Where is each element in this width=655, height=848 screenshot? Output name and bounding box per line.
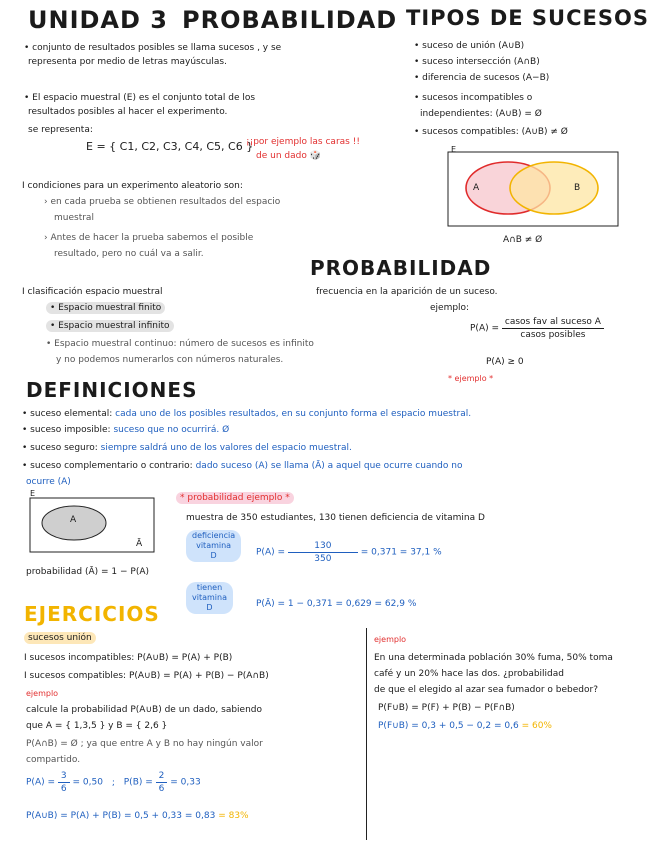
pa-pb-calculation xyxy=(26,770,201,795)
tipo-interseccion: • suceso intersección (A∩B) xyxy=(414,57,540,67)
muestra-text: muestra de 350 estudiantes, 130 tienen deficiencia de vitamina D xyxy=(186,513,485,523)
tipo-independientes: independientes: (A∪B) = Ø xyxy=(420,109,542,119)
p-a-den: 350 xyxy=(314,554,332,564)
pa-rhs: = 0,50 xyxy=(72,777,103,788)
pb-den: 6 xyxy=(158,784,165,794)
pb-fraction xyxy=(156,770,168,795)
compatibles-formula: I sucesos compatibles: P(A∪B) = P(A) + P(B) − P(A∩B) xyxy=(24,671,269,681)
pa-num: 3 xyxy=(58,770,70,783)
pb-rhs: = 0,33 xyxy=(170,777,201,788)
ejemplo-2-line-1: En una determinada población 30% fuma, 50% toma xyxy=(374,653,613,663)
ejercicios-title: EJERCICIOS xyxy=(24,602,160,626)
ejemplo-note-2: de un dado 🎲 xyxy=(256,151,321,161)
complement-E: E xyxy=(30,489,36,498)
ejemplo-1-label: ejemplo xyxy=(26,689,59,698)
p-a-rhs: = 0,371 = 37,1 % xyxy=(360,547,442,558)
pb-lhs: P(B) = xyxy=(123,777,153,788)
final-union-text: P(A∪B) = P(A) + P(B) = 0,5 + 0,33 = 0,83 xyxy=(26,811,216,821)
venn-B: B xyxy=(574,183,581,193)
bubble-tienen xyxy=(186,582,233,614)
bubble1-line-2: vitamina xyxy=(196,541,232,550)
venn-E: E xyxy=(451,145,457,154)
final-union-percent: = 83% xyxy=(218,811,249,821)
complement-formula: probabilidad (Ā) = 1 − P(A) xyxy=(26,567,150,577)
espacio-line-2: resultados posibles al hacer el experimento. xyxy=(28,107,228,117)
probabilidad-ejemplo: ejemplo: xyxy=(430,303,470,313)
venn-A: A xyxy=(473,183,480,193)
clasificacion-continuo-1: • Espacio muestral continuo: número de sucesos es infinito xyxy=(46,339,314,349)
ejemplo-2-label: ejemplo xyxy=(374,635,407,644)
definicion-elemental xyxy=(22,408,471,420)
probabilidad-ge-zero: P(A) ≥ 0 xyxy=(486,357,524,367)
bubble2-line-3: D xyxy=(206,603,213,612)
column-divider xyxy=(366,628,367,840)
pa-lhs: P(A) = xyxy=(26,777,56,788)
definicion-imposible xyxy=(22,424,229,436)
tipo-incompatibles: • sucesos incompatibles o xyxy=(414,93,533,103)
pa-den: 6 xyxy=(60,784,67,794)
se-representa: se representa: xyxy=(28,125,93,135)
complement-Abar: Ā xyxy=(136,539,143,549)
p-a-calculation xyxy=(256,540,442,565)
formula-lhs: P(A) = xyxy=(470,323,500,334)
intro-line-2: representa por medio de letras mayúsculas. xyxy=(28,57,227,67)
p-a-num: 130 xyxy=(288,540,358,553)
probabilidad-formula xyxy=(470,316,604,341)
p-abar-calculation: P(Ā) = 1 − 0,371 = 0,629 = 62,9 % xyxy=(256,599,417,609)
formula-den: casos posibles xyxy=(520,330,586,340)
bubble1-line-1: deficiencia xyxy=(192,531,236,540)
ejemplo-note-1: ¡¡por ejemplo las caras !! xyxy=(246,137,360,147)
espacio-line-1: • El espacio muestral (E) es el conjunto total de los xyxy=(24,93,256,103)
ejemplo-1-line-2: que A = { 1,3,5 } y B = { 2,6 } xyxy=(26,721,168,731)
definicion-imposible-text: suceso que no ocurrirá. Ø xyxy=(113,425,230,435)
ejemplo-2-formula-1: P(F∪B) = P(F) + P(B) − P(F∩B) xyxy=(378,703,515,713)
set-formula: E = { C1, C2, C3, C4, C5, C6 } xyxy=(86,140,254,153)
definicion-complementario xyxy=(22,460,462,472)
definicion-complementario-text-2: ocurre (A) xyxy=(26,477,71,487)
complement-A: A xyxy=(70,515,77,525)
probabilidad-frecuencia: frecuencia en la aparición de un suceso. xyxy=(316,287,498,297)
probabilidad-ejemplo-label: * probabilidad ejemplo * xyxy=(176,492,294,504)
definicion-seguro-text: siempre saldrá uno de los valores del espacio muestral. xyxy=(100,443,352,453)
p-a-fraction xyxy=(288,540,358,565)
bubble2-line-1: tienen xyxy=(196,583,223,592)
sucesos-union-label: sucesos unión xyxy=(24,632,96,644)
formula-fraction xyxy=(502,316,604,341)
tipo-diferencia: • diferencia de sucesos (A−B) xyxy=(414,73,550,83)
probabilidad-ejemplo-tag: * ejemplo * xyxy=(448,374,494,383)
page-subtitle: PROBABILIDAD xyxy=(182,6,398,34)
condicion-2b: resultado, pero no cuál va a salir. xyxy=(54,249,204,259)
incompatibles-formula: I sucesos incompatibles: P(A∪B) = P(A) + P(B) xyxy=(24,653,233,663)
condiciones-title: I condiciones para un experimento aleatorio son: xyxy=(22,181,243,191)
probabilidad-title: PROBABILIDAD xyxy=(310,256,492,280)
definicion-elemental-label: • suceso elemental: xyxy=(22,409,113,419)
ejemplo-2-line-2: café y un 20% hace las dos. ¿probabilidad xyxy=(374,669,564,679)
p-a-lhs: P(A) = xyxy=(256,547,286,558)
clasificacion-finito: • Espacio muestral finito xyxy=(46,302,165,314)
condicion-1b: muestral xyxy=(54,213,94,223)
pa-pb-separator: ; xyxy=(111,777,115,788)
definicion-complementario-label: • suceso complementario o contrario: xyxy=(22,461,193,471)
page-title: UNIDAD 3 xyxy=(28,6,168,34)
tipos-title: TIPOS DE SUCESOS xyxy=(406,6,649,30)
pa-fraction xyxy=(58,770,70,795)
ejemplo-1-line-1: calcule la probabilidad P(A∪B) de un dado, sabiendo xyxy=(26,705,263,715)
ejemplo-1-line-4: compartido. xyxy=(26,755,81,765)
intro-line-1: • conjunto de resultados posibles se llama sucesos , y se xyxy=(24,43,282,53)
clasificacion-infinito: • Espacio muestral infinito xyxy=(46,320,174,332)
final-union-calculation xyxy=(26,810,249,822)
clasificacion-title: I clasificación espacio muestral xyxy=(22,287,163,297)
definicion-elemental-text: cada uno de los posibles resultados, en su conjunto forma el espacio muestral. xyxy=(115,409,472,419)
definiciones-title: DEFINICIONES xyxy=(26,378,198,402)
ejemplo-2-formula-2 xyxy=(378,720,552,732)
condicion-2a: › Antes de hacer la prueba sabemos el posible xyxy=(44,233,254,243)
pb-num: 2 xyxy=(156,770,168,783)
ejemplo-2-line-3: de que el elegido al azar sea fumador o bebedor? xyxy=(374,685,598,695)
ejemplo-2-percent: = 60% xyxy=(521,721,552,731)
clasificacion-continuo-2: y no podemos numerarlos con números naturales. xyxy=(56,355,284,365)
bubble-deficiencia xyxy=(186,530,241,562)
venn-caption: A∩B ≠ Ø xyxy=(503,235,543,245)
tipo-union: • suceso de unión (A∪B) xyxy=(414,41,525,51)
ejemplo-2-formula-2-text: P(F∪B) = 0,3 + 0,5 − 0,2 = 0,6 xyxy=(378,721,519,731)
definicion-imposible-label: • suceso imposible: xyxy=(22,425,111,435)
bubble2-line-2: vitamina xyxy=(192,593,227,602)
ejemplo-1-line-3: P(A∩B) = Ø ; ya que entre A y B no hay ningún valor xyxy=(26,739,263,749)
definicion-seguro-label: • suceso seguro: xyxy=(22,443,98,453)
definicion-complementario-text: dado suceso (A) se llama (Ā) a aquel que ocurre cuando no xyxy=(195,461,463,471)
definicion-seguro xyxy=(22,442,352,454)
tipo-compatibles: • sucesos compatibles: (A∪B) ≠ Ø xyxy=(414,127,568,137)
formula-num: casos fav al suceso A xyxy=(502,316,604,329)
condicion-1a: › en cada prueba se obtienen resultados del espacio xyxy=(44,197,281,207)
bubble1-line-3: D xyxy=(210,551,217,560)
